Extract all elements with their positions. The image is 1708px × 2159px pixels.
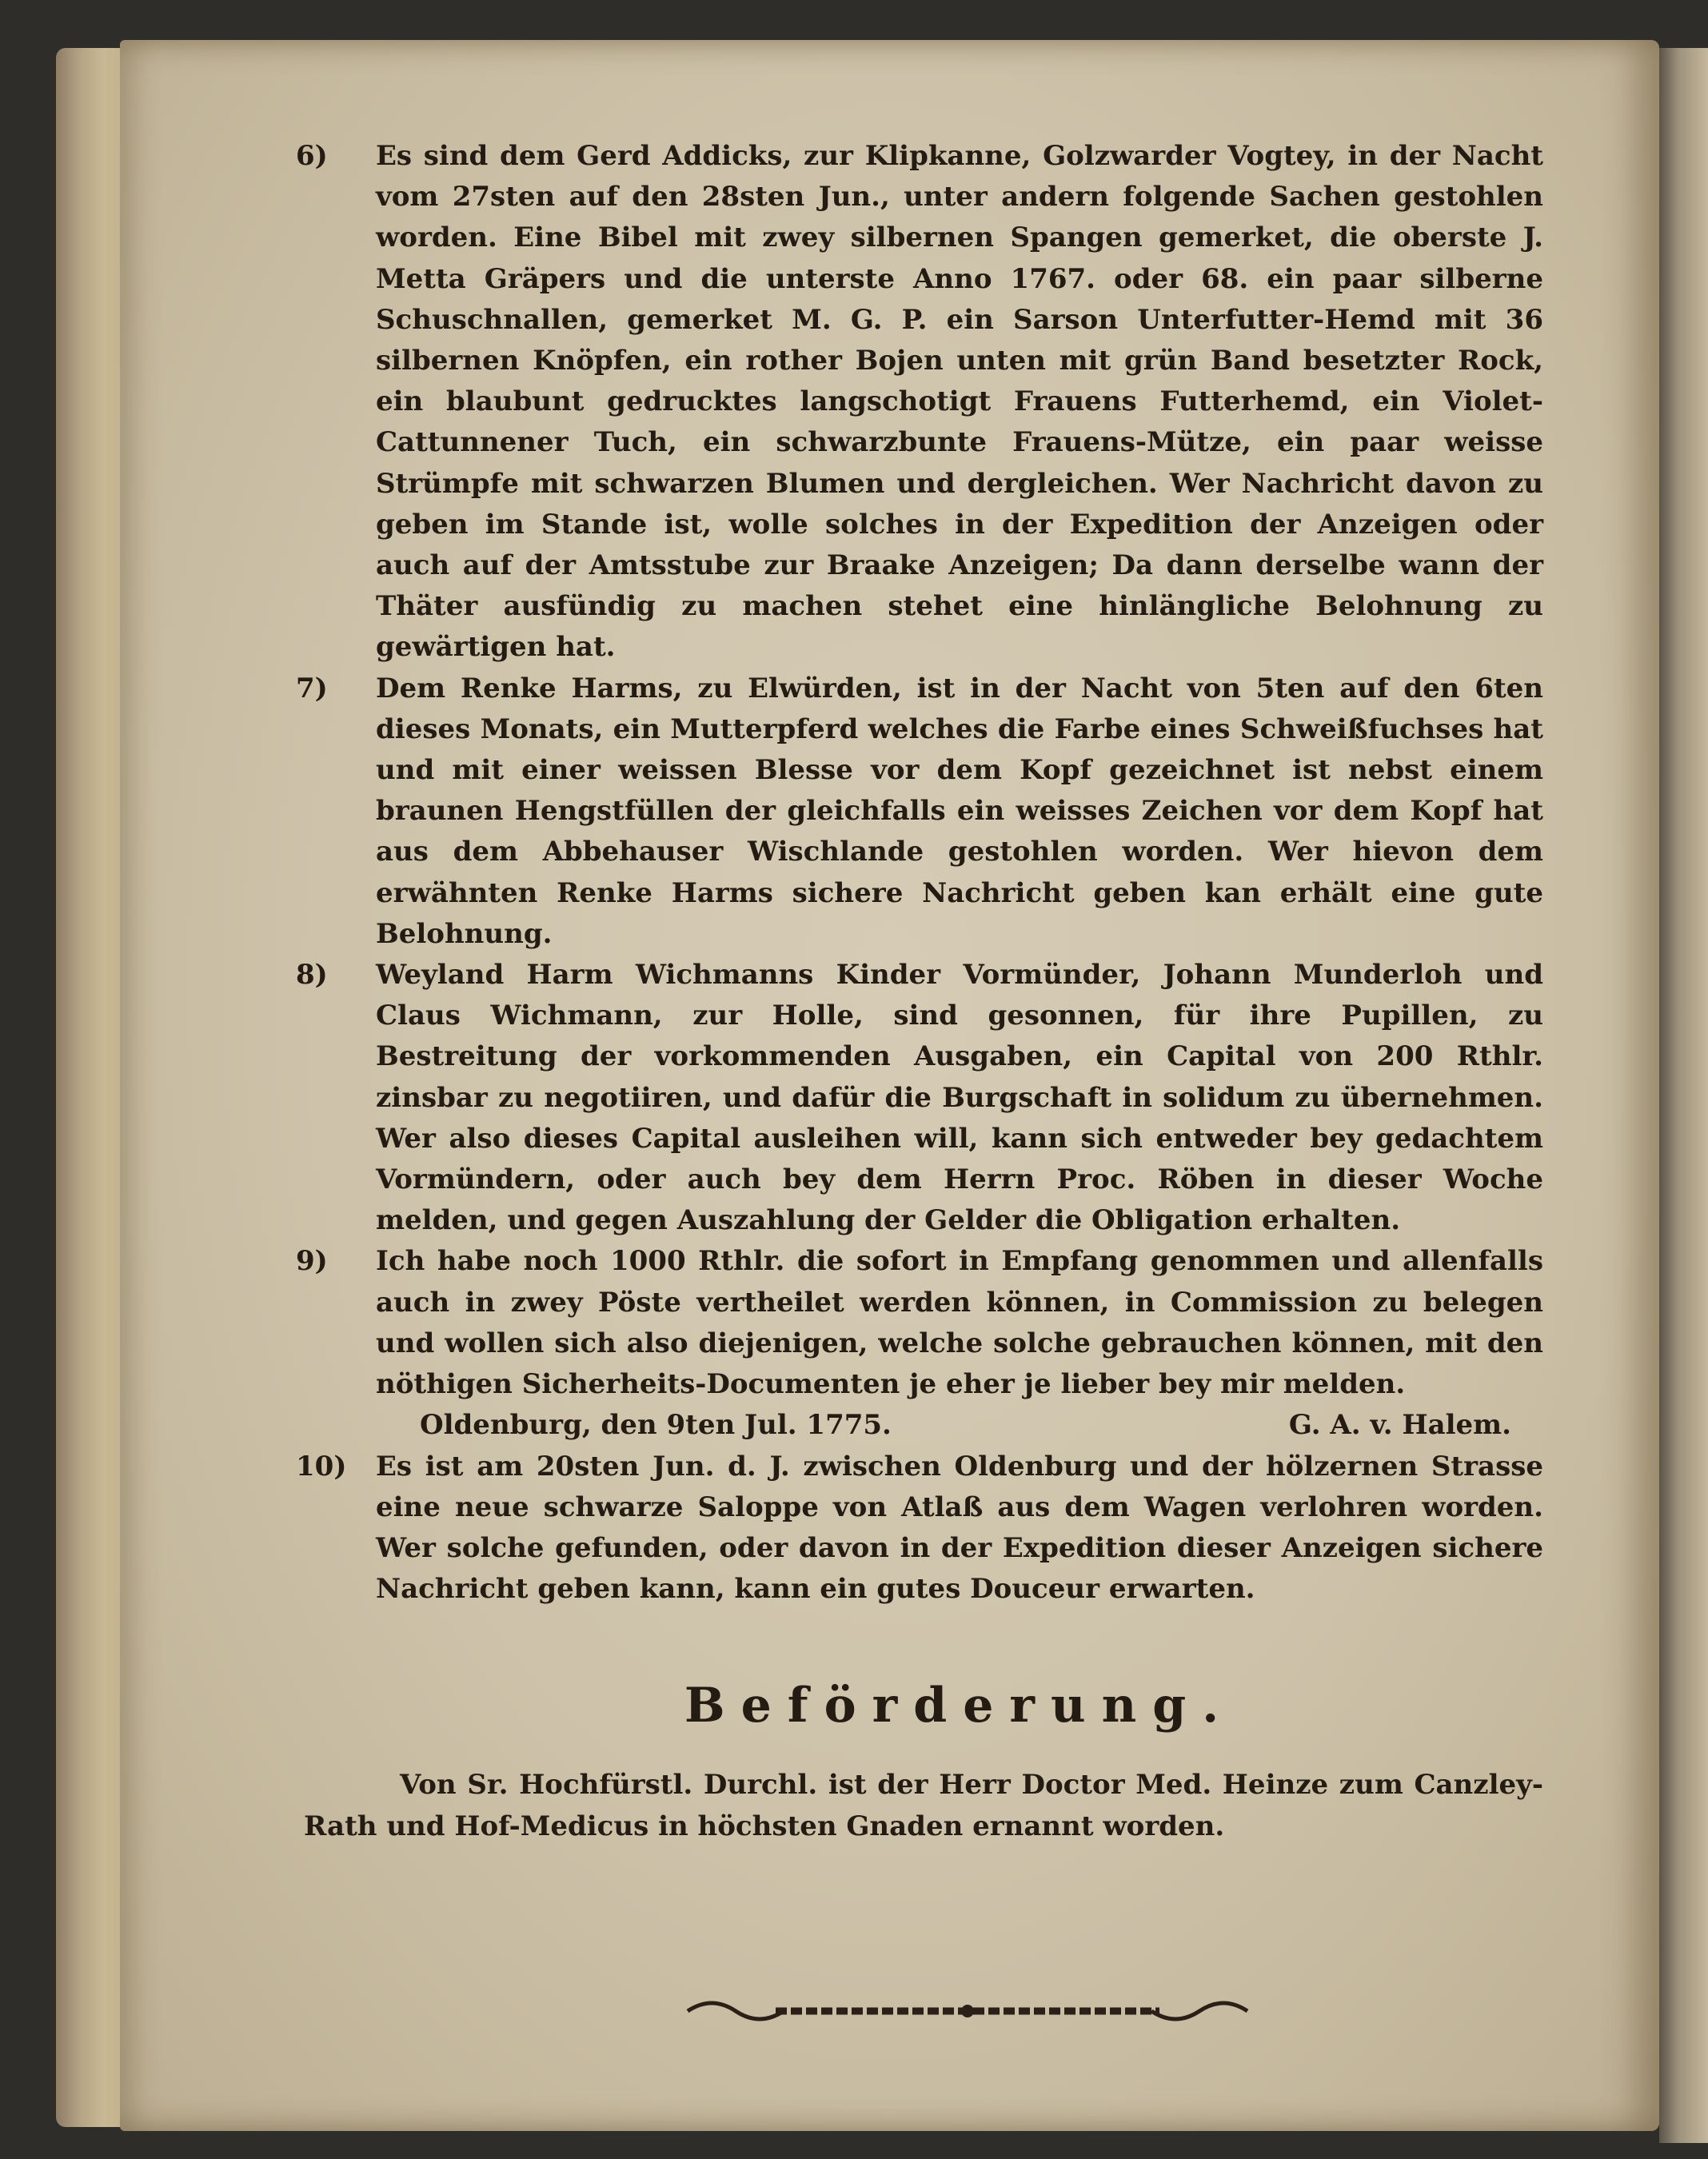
entry-text: Es ist am 20sten Jun. d. J. zwischen Oldenburg und der hölzernen Strasse eine neue schwarze Saloppe von Atlaß aus dem Wagen verlohren worden. Wer solche gefunden, oder davon in der Expedition dieser Anzeigen sichere Nachricht geben kann, kann ein gutes Douceur erwarten. (376, 1450, 1543, 1606)
book-gutter (1659, 48, 1708, 2143)
section-heading: Beförderung. (684, 1678, 1235, 1734)
entry-number: 7) (296, 672, 328, 704)
entry-text: Weyland Harm Wichmanns Kinder Vormünder, Johann Munderloh und Claus Wichmann, zur Holle, sind gesonnen, für ihre Pupillen, zu Bestreitung der vorkommenden Ausgaben, ein Capital von 200 Rthlr. zinsbar zu negotiiren, und dafür die Burgschaft in solidum zu übernehmen. Wer also dieses Capital ausleihen will, kann sich entweder bey gedachtem Vormündern, oder auch bey dem Herrn Proc. Röben in dieser Woche melden, und gegen Auszahlung der Gelder die Obligation erhalten. (376, 959, 1543, 1237)
entry-number: 9) (296, 1245, 328, 1278)
page-text-column (296, 136, 1543, 1874)
section-body: Von Sr. Hochfürstl. Durchl. ist der Herr Doctor Med. Heinze zum Canzley-Rath und Hof-Medicus in höchsten Gnaden ernannt worden. (304, 1769, 1543, 1842)
signature-place-date: Oldenburg, den 9ten Jul. 1775. (420, 1409, 892, 1442)
notice-entry-8 (296, 955, 1543, 1241)
entry-number: 8) (296, 959, 328, 992)
entry-number: 10) (296, 1450, 347, 1483)
entry-number: 6) (296, 140, 328, 172)
signature-line (376, 1405, 1543, 1446)
decorative-ornament (680, 1991, 1255, 2031)
notice-entry-6 (296, 136, 1543, 668)
notice-entry-9 (296, 1241, 1543, 1405)
entry-text: Dem Renke Harms, zu Elwürden, ist in der Nacht von 5ten auf den 6ten dieses Monats, ein Mutterpferd welches die Farbe eines Schweißfuchses hat und mit einer weissen Blesse vor dem Kopf gezeichnet ist nebst einem braunen Hengstfüllen der gleichfalls ein weisses Zeichen vor dem Kopf hat aus dem Abbehauser Wischlande gestohlen worden. Wer hievon dem erwähnten Renke Harms sichere Nachricht geben kan erhält eine gute Belohnung. (376, 672, 1543, 950)
entry-text: Es sind dem Gerd Addicks, zur Klipkanne, Golzwarder Vogtey, in der Nacht vom 27sten auf den 28sten Jun., unter andern folgende Sachen gestohlen worden. Eine Bibel mit zwey silbernen Spangen gemerket, die oberste J. Metta Gräpers und die unterste Anno 1767. oder 68. ein paar silberne Schuschnallen, gemerket M. G. P. ein Sarson Unterfutter-Hemd mit 36 silbernen Knöpfen, ein rother Bojen unten mit grün Band besetzter Rock, ein blaubunt gedrucktes langschotigt Frauens Futterhemd, ein Violet-Cattunnener Tuch, ein schwarzbunte Frauens-Mütze, ein paar weisse Strümpfe mit schwarzen Blumen und dergleichen. Wer Nachricht davon zu geben im Stande ist, wolle solches in der Expedition der Anzeigen oder auch auf der Amtsstube zur Braake Anzeigen; Da dann derselbe wann der Thäter ausfündig zu machen stehet eine hinlängliche Belohnung zu gewärtigen hat. (376, 140, 1543, 664)
notice-entry-7 (296, 668, 1543, 955)
signature-name: G. A. v. Halem. (1288, 1409, 1511, 1442)
notice-entry-10 (296, 1447, 1543, 1610)
entry-text: Ich habe noch 1000 Rthlr. die sofort in Empfang genommen und allenfalls auch in zwey Pöste vertheilet werden können, in Commission zu belegen und wollen sich also diejenigen, welche solche gebrauchen können, mit den nöthigen Sicherheits-Documenten je eher je lieber bey mir melden. (376, 1245, 1543, 1401)
